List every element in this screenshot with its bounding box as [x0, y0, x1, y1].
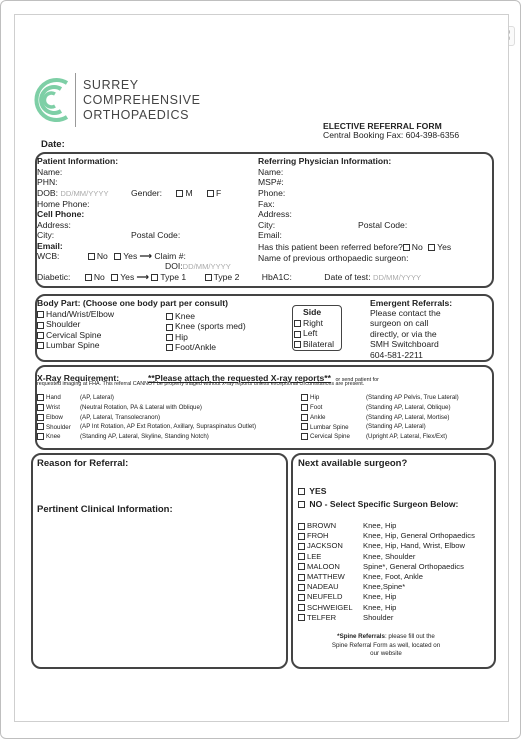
body-part-item[interactable]: Knee (sports med) [166, 321, 246, 331]
xray-views: (AP, Lateral) [80, 394, 114, 402]
xray-part: Lumbar Spine [310, 423, 349, 431]
surgeon-item[interactable] [298, 572, 423, 581]
diabetic-no-label: No [93, 272, 105, 282]
xray-part: Wrist [46, 403, 60, 411]
wcb-label: WCB: [37, 251, 60, 261]
gender-f-checkbox[interactable] [207, 190, 214, 197]
physician-msp-label[interactable]: MSP#: [258, 177, 284, 187]
wcb-no-checkbox[interactable] [88, 253, 95, 260]
body-part-item[interactable]: Lumbar Spine [37, 340, 114, 350]
xray-checkbox[interactable] [37, 433, 44, 440]
surgeon-item[interactable] [298, 552, 415, 561]
xray-title: X-Ray Requirement: [37, 373, 120, 383]
surgeon-checkbox[interactable] [298, 553, 305, 560]
type1-checkbox[interactable] [151, 274, 158, 281]
reason-title: Reason for Referral: [37, 458, 129, 469]
logo-divider [75, 73, 76, 127]
surgeon-item[interactable] [298, 521, 396, 530]
xray-views: (Standing AP, Lateral, Skyline, Standing Notch) [80, 433, 209, 441]
surgeon-checkbox[interactable] [298, 563, 305, 570]
xray-item[interactable] [301, 404, 451, 411]
clinical-input[interactable] [37, 518, 277, 658]
wcb-yes-label: Yes [123, 251, 138, 261]
surgeon-name: NADEAU [307, 582, 339, 592]
emergent-text: Please contact the surgeon on call directly, or via the SMH Switchboard 604-581-2211 [370, 308, 441, 360]
referred-no-label: No [411, 242, 423, 252]
surgeon-checkbox[interactable] [298, 594, 305, 601]
doi-row [165, 261, 231, 272]
diabetic-yes-label: Yes [120, 272, 135, 282]
physician-fax-label[interactable]: Fax: [258, 199, 275, 209]
wcb-row [37, 251, 186, 261]
xray-part: Cervical Spine [310, 433, 350, 441]
body-part-item[interactable]: Hip [166, 332, 246, 342]
surgeon-item[interactable] [298, 613, 393, 622]
surgeon-item[interactable] [298, 603, 396, 612]
date-of-test-input[interactable]: DD/MM/YYYY [372, 273, 422, 282]
xray-item[interactable] [37, 414, 160, 421]
surgeon-no-option[interactable]: NO - Select Specific Surgeon Below: [298, 499, 458, 509]
surgeon-name: TELFER [307, 612, 337, 622]
surgeon-item[interactable] [298, 592, 396, 601]
xray-checkbox[interactable] [37, 423, 44, 430]
xray-item[interactable] [301, 433, 447, 440]
body-part-title: Body Part: (Choose one body part per consult) [37, 298, 228, 308]
logo-icon [29, 73, 77, 127]
physician-email-label[interactable]: Email: [258, 230, 282, 240]
org-name-line3: ORTHOPAEDICS [83, 108, 190, 122]
body-part-item[interactable]: Hand/Wrist/Elbow [37, 309, 114, 319]
surgeon-specialty: Knee, Hip, General Orthopaedics [363, 531, 475, 541]
physician-city-label[interactable]: City: [258, 220, 276, 230]
xray-checkbox[interactable] [301, 404, 308, 411]
xray-attach-note: **Please attach the requested X-ray reports** [148, 373, 331, 383]
surgeon-specialty: Shoulder [363, 612, 394, 622]
surgeon-checkbox[interactable] [298, 584, 305, 591]
surgeon-specialty: Knee, Hip [363, 602, 397, 612]
surgeon-title: Next available surgeon? [298, 458, 408, 469]
physician-address-label[interactable]: Address: [258, 209, 292, 219]
surgeon-specialty: Knee, Hip [363, 521, 397, 530]
org-name-line1: SURREY [83, 78, 139, 92]
patient-postal-label[interactable]: Postal Code: [131, 230, 181, 240]
xray-checkbox[interactable] [301, 414, 308, 421]
spine-note: *Spine Referrals: please fill out the Spine Referral Form as well, located on our website [331, 633, 441, 657]
surgeon-name: MALOON [307, 561, 340, 571]
hba1c-label[interactable]: HbA1C: [261, 272, 292, 282]
org-name-line2: COMPREHENSIVE [83, 93, 201, 107]
xray-views: (Standing AP, Lateral) [366, 423, 426, 431]
xray-checkbox[interactable] [37, 414, 44, 421]
xray-part: Knee [46, 433, 61, 441]
xray-part: Elbow [46, 413, 63, 421]
xray-part: Shoulder [46, 423, 71, 431]
xray-views: (Standing AP, Lateral, Oblique) [366, 403, 451, 411]
patient-name-label[interactable]: Name: [37, 167, 63, 177]
patient-email-label[interactable]: Email: [37, 241, 63, 251]
surgeon-specialty: Knee, Foot, Ankle [363, 572, 423, 581]
body-part-col2 [166, 311, 246, 353]
surgeon-item[interactable] [298, 582, 405, 591]
xray-item[interactable] [301, 414, 449, 421]
xray-checkbox[interactable] [301, 394, 308, 401]
xray-item[interactable] [37, 423, 256, 430]
surgeon-checkbox[interactable] [298, 604, 305, 611]
surgeon-checkbox[interactable] [298, 574, 305, 581]
central-fax: Central Booking Fax: 604-398-6356 [323, 130, 460, 140]
diabetic-label: Diabetic: [37, 272, 71, 282]
gender-m-checkbox[interactable] [176, 190, 183, 197]
gender-row [131, 188, 221, 198]
side-option[interactable]: Bilateral [294, 339, 334, 349]
xray-checkbox[interactable] [37, 394, 44, 401]
xray-or-send: or send patient for [335, 377, 379, 383]
surgeon-checkbox[interactable] [298, 533, 305, 540]
xray-part: Ankle [310, 413, 326, 421]
type1-label: Type 1 [160, 272, 187, 282]
physician-name-label[interactable]: Name: [258, 167, 284, 177]
physician-postal-label[interactable]: Postal Code: [358, 220, 408, 230]
body-part-item[interactable]: Shoulder [37, 319, 114, 329]
xray-checkbox[interactable] [301, 423, 308, 430]
gender-label: Gender: [131, 188, 163, 198]
diabetic-yes-checkbox[interactable] [111, 274, 118, 281]
xray-item[interactable] [301, 394, 459, 401]
xray-item[interactable] [37, 433, 209, 440]
surgeon-checkbox[interactable] [298, 543, 305, 550]
referral-form-page [14, 14, 509, 722]
previous-surgeon-label[interactable]: Name of previous orthopaedic surgeon: [258, 253, 409, 263]
physician-phone-label[interactable]: Phone: [258, 188, 286, 198]
referred-yes-label: Yes [437, 242, 452, 252]
surgeon-specialty: Knee,Spine* [363, 582, 406, 592]
diabetic-no-checkbox[interactable] [85, 274, 92, 281]
xray-item[interactable] [301, 423, 426, 430]
referred-before-label: Has this patient been referred before? [258, 242, 403, 252]
body-part-item[interactable]: Cervical Spine [37, 330, 114, 340]
xray-item[interactable] [37, 404, 202, 411]
gender-m-label: M [185, 188, 193, 198]
xray-part: Foot [310, 403, 323, 411]
referred-yes-checkbox[interactable] [428, 244, 435, 251]
xray-part: Hip [310, 394, 320, 402]
surgeon-name: BROWN [307, 521, 337, 530]
surgeon-name: SCHWEIGEL [307, 602, 353, 612]
xray-checkbox[interactable] [37, 404, 44, 411]
claim-label[interactable]: Claim #: [154, 251, 186, 261]
arrow-right-icon: ⟶ [136, 272, 149, 282]
doi-label: DOI: [165, 261, 183, 271]
surgeon-yes-option[interactable]: YES [298, 486, 326, 496]
reason-input[interactable] [37, 471, 277, 501]
form-title: ELECTIVE REFERRAL FORM [323, 121, 442, 131]
patient-phn-label[interactable]: PHN: [37, 177, 58, 187]
dob-input[interactable]: DD/MM/YYYY [60, 189, 109, 198]
xray-views: (AP, Lateral, Transolecranon) [80, 413, 161, 421]
doi-input[interactable]: DD/MM/YYYY [182, 262, 231, 271]
surgeon-name: FROH [307, 531, 329, 541]
body-part-col1 [37, 309, 114, 351]
surgeon-item[interactable] [298, 562, 464, 571]
body-part-item[interactable]: Knee [166, 311, 246, 321]
body-part-item[interactable]: Foot/Ankle [166, 342, 246, 352]
cell-phone-label[interactable]: Cell Phone: [37, 209, 85, 219]
xray-views: (Standing AP Pelvis, True Lateral) [366, 394, 459, 402]
wcb-yes-checkbox[interactable] [114, 253, 121, 260]
date-label: Date: [41, 139, 65, 150]
home-phone-label[interactable]: Home Phone: [37, 199, 90, 209]
surgeon-name: LEE [307, 551, 322, 561]
side-option[interactable]: Right [294, 318, 334, 328]
surgeon-specialty: Knee, Hip [363, 592, 397, 602]
xray-views: (Upright AP, Lateral, Flex/Ext) [366, 433, 448, 441]
physician-info-title: Referring Physician Information: [258, 156, 392, 166]
patient-city-label[interactable]: City: [37, 230, 55, 240]
xray-part: Hand [46, 394, 61, 402]
xray-views: (AP Int Rotation, AP Ext Rotation, Axillary, Supraspinatus Outlet) [80, 423, 257, 431]
diabetic-row [37, 272, 421, 283]
xray-item[interactable] [37, 394, 114, 401]
wcb-no-label: No [96, 251, 108, 261]
surgeon-specialty: Knee, Hip, Hand, Wrist, Elbow [363, 541, 465, 551]
patient-dob-row [37, 188, 109, 199]
xray-note-line2: requested imaging at FHA. This referral CANNOT be properly triaged without x-ray reports unless exceptional circumstances are present. [37, 381, 365, 387]
gender-f-label: F [216, 188, 222, 198]
type2-label: Type 2 [213, 272, 240, 282]
xray-views: (Neutral Rotation, PA & Lateral with Oblique) [80, 403, 202, 411]
side-options [294, 318, 334, 349]
arrow-right-icon: ⟶ [139, 251, 152, 261]
surgeon-item[interactable] [298, 531, 475, 540]
side-title: Side [303, 307, 322, 317]
patient-address-label[interactable]: Address: [37, 220, 71, 230]
patient-info-title: Patient Information: [37, 156, 119, 166]
type2-checkbox[interactable] [205, 274, 212, 281]
xray-views: (Standing AP, Lateral, Mortise) [366, 413, 450, 421]
referred-before-row [258, 242, 451, 252]
side-option[interactable]: Left [294, 328, 334, 338]
surgeon-name: MATTHEW [307, 572, 345, 581]
surgeon-checkbox[interactable] [298, 614, 305, 621]
surgeon-name: NEUFELD [307, 592, 343, 602]
dob-label: DOB: [37, 188, 59, 198]
xray-checkbox[interactable] [301, 433, 308, 440]
surgeon-name: JACKSON [307, 541, 343, 551]
referred-no-checkbox[interactable] [403, 244, 410, 251]
surgeon-checkbox[interactable] [298, 523, 305, 530]
surgeon-item[interactable] [298, 541, 465, 550]
emergent-title: Emergent Referrals: [370, 298, 453, 308]
date-of-test-label: Date of test: [324, 272, 371, 282]
clinical-title: Pertinent Clinical Information: [37, 504, 173, 515]
surgeon-specialty: Knee, Shoulder [363, 551, 416, 561]
surgeon-specialty: Spine*, General Orthopaedics [363, 561, 464, 571]
